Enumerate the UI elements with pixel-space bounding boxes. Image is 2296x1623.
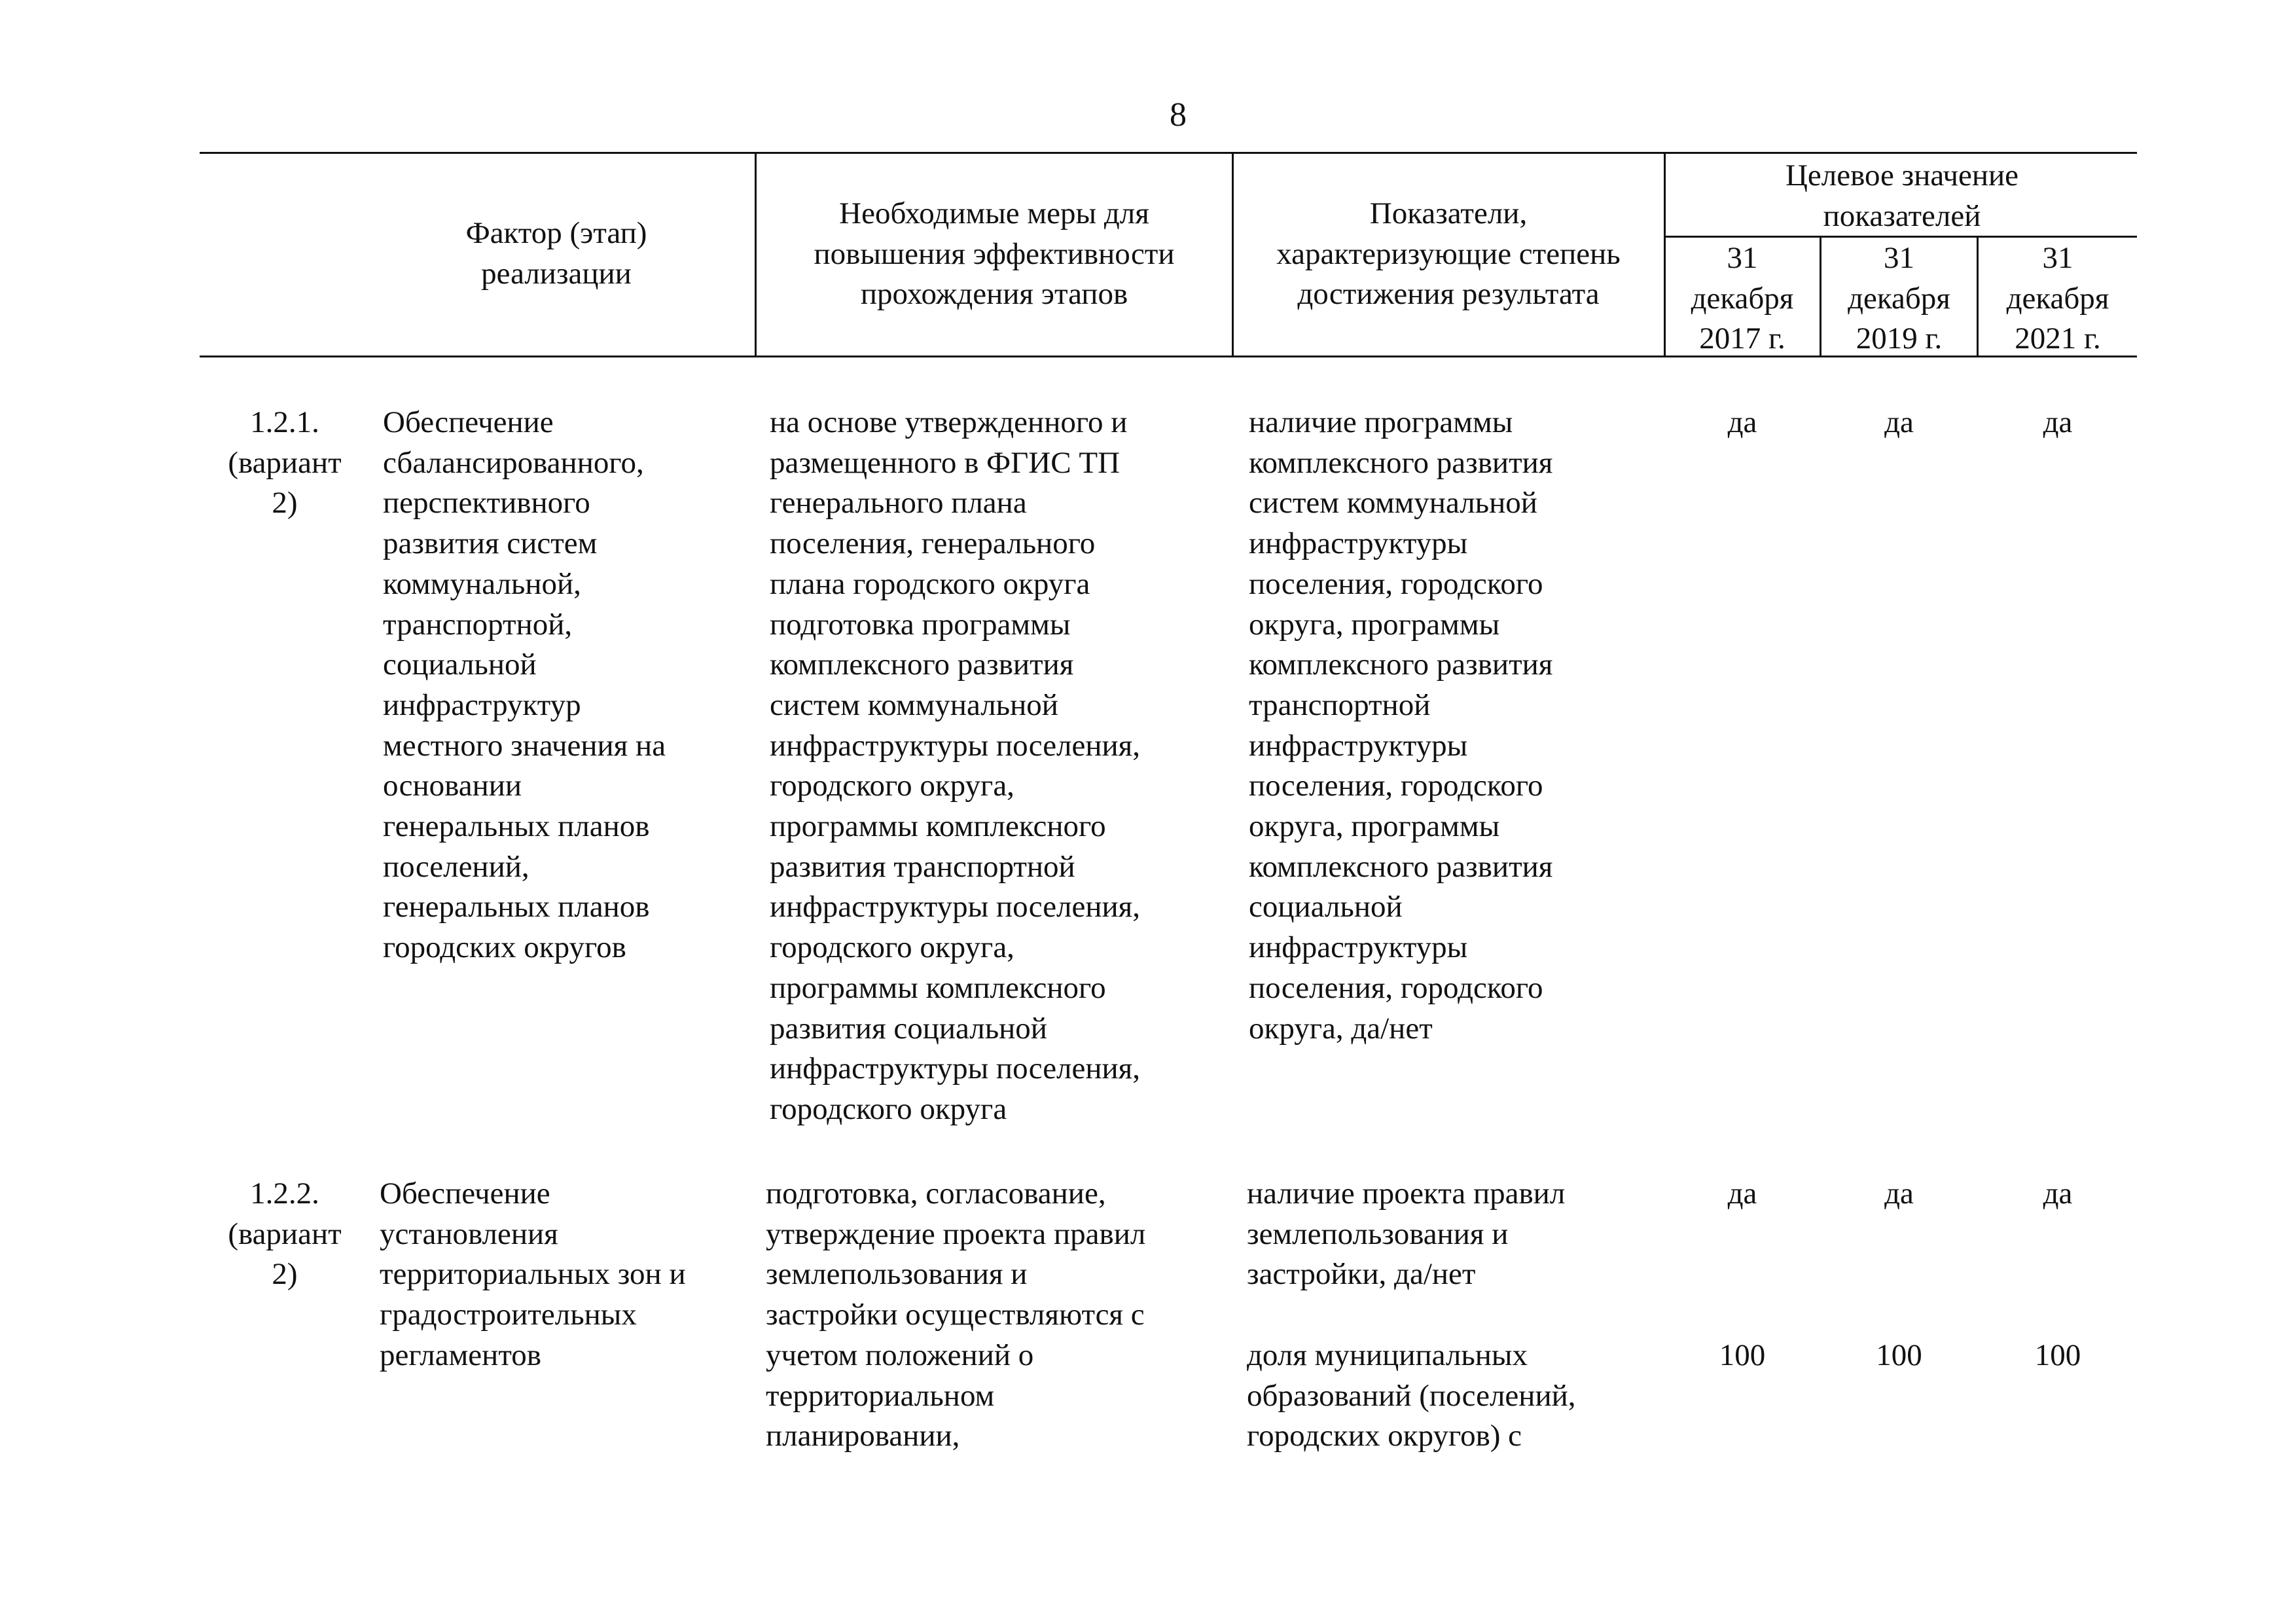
row-2-indicator-1-value-2019: да (1884, 1176, 1914, 1211)
row-1-factor: Обеспечение сбалансированного, перспективного развития систем коммунальной, транспортной, социальной инфраструктур местного значения на основании генеральных планов поселений, генеральных планов городских округов (383, 405, 666, 965)
column-divider-3 (1664, 152, 1666, 357)
header-date-2017: 31 декабря 2017 г. (1691, 241, 1794, 356)
column-divider-5 (1977, 236, 1979, 357)
column-divider-1 (755, 152, 757, 357)
header-date-2019: 31 декабря 2019 г. (1848, 241, 1950, 356)
table-top-rule (200, 152, 2137, 154)
row-1-measures: на основе утвержденного и размещенного в ФГИС ТП генерального плана поселения, генерального плана городского округа подготовка программы комплексного развития систем коммунальной инфраструктуры поселения, городского округа, программы комплексного развития транспортной инфраструктуры поселения, городского округа, программы комплексного развития социальной инфраструктуры поселения, городского округа (770, 405, 1141, 1126)
row-1-value-2017: да (1727, 405, 1757, 439)
row-2-number: 1.2.2. (вариант 2) (228, 1176, 342, 1292)
row-2-factor: Обеспечение установления территориальных зон и градостроительных регламентов (380, 1176, 686, 1372)
row-1-number: 1.2.1. (вариант 2) (228, 405, 342, 520)
header-indicators: Показатели, характеризующие степень достижения результата (1276, 196, 1621, 312)
row-1-value-2021: да (2043, 405, 2073, 439)
row-2-indicator-1: наличие проекта правил землепользования и застройки, да/нет (1247, 1176, 1566, 1292)
row-2-indicator-2: доля муниципальных образований (поселений, городских округов) с (1247, 1338, 1576, 1453)
header-measures: Необходимые меры для повышения эффективности прохождения этапов (814, 196, 1175, 312)
row-2-indicator-2-value-2019: 100 (1876, 1338, 1922, 1372)
row-2-indicator-2-value-2017: 100 (1719, 1338, 1766, 1372)
row-2-measures: подготовка, согласование, утверждение проекта правил землепользования и застройки осуществляются с учетом положений о территориальном планировании, (766, 1176, 1146, 1453)
header-date-2021: 31 декабря 2021 г. (2006, 241, 2109, 356)
header-factor: Фактор (этап) реализации (465, 216, 647, 291)
page-number: 8 (1170, 96, 1187, 134)
column-divider-2 (1232, 152, 1234, 357)
row-1-value-2019: да (1884, 405, 1914, 439)
column-divider-4 (1820, 236, 1821, 357)
row-2-indicator-2-value-2021: 100 (2034, 1338, 2081, 1372)
row-2-indicator-1-value-2017: да (1727, 1176, 1757, 1211)
row-2-indicator-1-value-2021: да (2043, 1176, 2073, 1211)
row-1-indicator: наличие программы комплексного развития систем коммунальной инфраструктуры поселения, городского округа, программы комплексного развития транспортной инфраструктуры поселения, городского округа, программы комплексного развития социальной инфраструктуры поселения, городского округа, да/нет (1249, 405, 1553, 1046)
header-target-value: Целевое значение показателей (1785, 158, 2019, 233)
